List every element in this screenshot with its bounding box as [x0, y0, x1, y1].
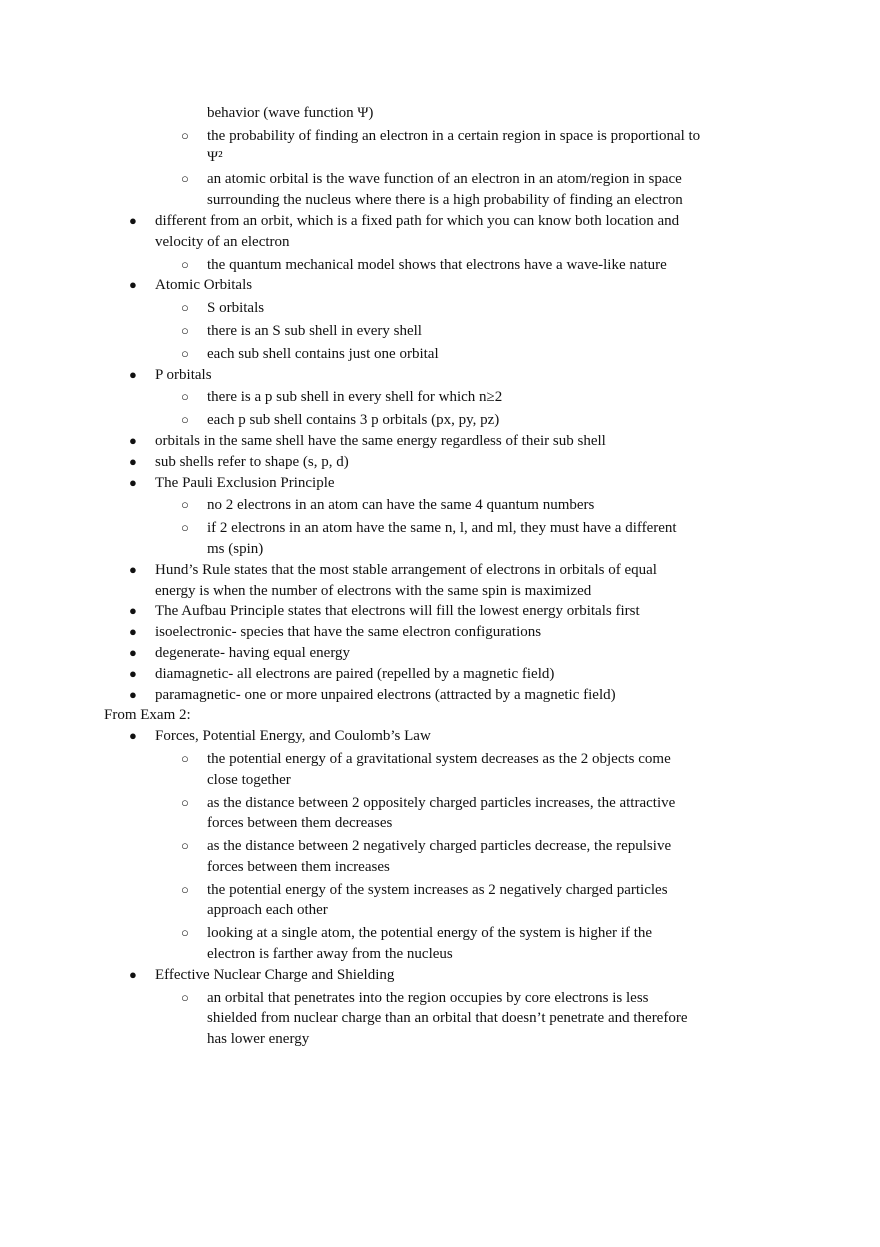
note-text: close together	[207, 771, 291, 788]
note-line	[104, 321, 744, 342]
note-text: forces between them decreases	[207, 815, 393, 832]
note-text: the potential energy of a gravitational system decreases as the 2 objects come	[207, 750, 671, 767]
note-line	[104, 923, 744, 944]
note-text: behavior (wave function Ψ)	[207, 105, 374, 121]
note-line	[104, 601, 744, 622]
note-text: the probability of finding an electron in a certain region in space is proportional to	[207, 127, 701, 144]
note-line	[104, 857, 744, 878]
bullet-hollow-icon: ○	[181, 925, 189, 941]
bullet-hollow-icon: ○	[181, 989, 189, 1005]
note-text: if 2 electrons in an atom have the same n, l, and ml, they must have a different	[207, 520, 677, 537]
note-text: approach each other	[207, 902, 328, 919]
note-text: different from an orbit, which is a fixed path for which you can know both location and	[155, 212, 680, 229]
bullet-filled-icon: ●	[129, 603, 137, 619]
note-line	[104, 232, 744, 253]
bullet-hollow-icon: ○	[181, 497, 189, 513]
note-line	[104, 539, 744, 560]
bullet-hollow-icon: ○	[181, 345, 189, 361]
note-line	[104, 344, 744, 365]
note-text: isoelectronic- species that have the same electron configurations	[155, 624, 542, 641]
note-line	[104, 1029, 744, 1050]
note-line	[104, 685, 744, 706]
note-text: The Pauli Exclusion Principle	[155, 474, 335, 491]
bullet-filled-icon: ●	[129, 366, 137, 382]
bullet-hollow-icon: ○	[181, 881, 189, 897]
note-line	[104, 365, 744, 386]
bullet-filled-icon: ●	[129, 728, 137, 744]
bullet-filled-icon: ●	[129, 624, 137, 640]
bullet-hollow-icon: ○	[181, 838, 189, 854]
note-line	[104, 190, 744, 211]
bullet-filled-icon: ●	[129, 474, 137, 490]
bullet-hollow-icon: ○	[181, 300, 189, 316]
bullet-hollow-icon: ○	[181, 171, 189, 187]
note-line	[104, 726, 744, 747]
bullet-filled-icon: ●	[129, 212, 137, 228]
note-text: sub shells refer to shape (s, p, d)	[155, 453, 349, 470]
note-line	[104, 622, 744, 643]
bullet-hollow-icon: ○	[181, 412, 189, 428]
note-text: ms (spin)	[207, 540, 264, 557]
bullet-filled-icon: ●	[129, 561, 137, 577]
notes-body	[104, 103, 744, 1050]
note-text: The Aufbau Principle states that electrons will fill the lowest energy orbitals first	[155, 603, 640, 620]
bullet-filled-icon: ●	[129, 665, 137, 681]
note-text: paramagnetic- one or more unpaired electrons (attracted by a magnetic field)	[155, 686, 616, 703]
note-line	[104, 793, 744, 814]
note-line	[104, 518, 744, 539]
bullet-hollow-icon: ○	[181, 127, 189, 143]
note-text: energy is when the number of electrons with the same spin is maximized	[155, 582, 592, 599]
note-line	[104, 410, 744, 431]
note-text: looking at a single atom, the potential energy of the system is higher if the	[207, 925, 653, 942]
note-text: From Exam 2:	[104, 707, 191, 724]
note-line	[104, 944, 744, 965]
note-text: velocity of an electron	[155, 233, 290, 250]
note-line	[104, 664, 744, 685]
bullet-hollow-icon: ○	[181, 520, 189, 536]
note-text: S orbitals	[207, 300, 265, 317]
note-line	[104, 965, 744, 986]
note-text: an atomic orbital is the wave function of an electron in an atom/region in space	[207, 171, 682, 188]
note-line	[104, 387, 744, 408]
note-line	[104, 988, 744, 1009]
note-text: electron is farther away from the nucleus	[207, 946, 453, 963]
note-text: forces between them increases	[207, 858, 390, 875]
note-text: Hund’s Rule states that the most stable arrangement of electrons in orbitals of equal	[155, 561, 657, 578]
note-text: the quantum mechanical model shows that electrons have a wave-like nature	[207, 256, 667, 273]
bullet-filled-icon: ●	[129, 277, 137, 293]
note-text: the potential energy of the system increases as 2 negatively charged particles	[207, 881, 668, 898]
bullet-filled-icon: ●	[129, 432, 137, 448]
note-text: surrounding the nucleus where there is a high probability of finding an electron	[207, 192, 683, 209]
note-text: each sub shell contains just one orbital	[207, 345, 439, 362]
bullet-hollow-icon: ○	[181, 322, 189, 338]
note-line	[104, 169, 744, 190]
note-line	[104, 749, 744, 770]
note-text: orbitals in the same shell have the same energy regardless of their sub shell	[155, 432, 606, 449]
note-line	[104, 900, 744, 921]
note-line	[104, 813, 744, 834]
note-line	[104, 560, 744, 581]
note-line	[104, 880, 744, 901]
note-line	[104, 211, 744, 232]
bullet-hollow-icon: ○	[181, 389, 189, 405]
note-text: there is an S sub shell in every shell	[207, 322, 422, 339]
bullet-hollow-icon: ○	[181, 256, 189, 272]
note-text: Ψ²	[207, 148, 223, 165]
note-text: each p sub shell contains 3 p orbitals (px, py, pz)	[207, 412, 500, 429]
bullet-hollow-icon: ○	[181, 750, 189, 766]
note-line	[104, 103, 744, 124]
note-line	[104, 1008, 744, 1029]
note-line	[104, 473, 744, 494]
note-line	[104, 275, 744, 296]
note-text: Effective Nuclear Charge and Shielding	[155, 966, 395, 983]
note-text: has lower energy	[207, 1031, 310, 1048]
note-line	[104, 452, 744, 473]
note-line	[104, 431, 744, 452]
note-line	[104, 495, 744, 516]
bullet-filled-icon: ●	[129, 453, 137, 469]
note-line	[104, 770, 744, 791]
note-line	[104, 581, 744, 602]
note-line	[104, 255, 744, 276]
note-text: there is a p sub shell in every shell for which n≥2	[207, 389, 503, 406]
note-text: an orbital that penetrates into the region occupies by core electrons is less	[207, 989, 649, 1006]
note-text: as the distance between 2 negatively charged particles decrease, the repulsive	[207, 838, 672, 855]
note-text: shielded from nuclear charge than an orbital that doesn’t penetrate and therefore	[207, 1010, 688, 1027]
note-line	[104, 643, 744, 664]
note-text: Forces, Potential Energy, and Coulomb’s Law	[155, 728, 431, 745]
section-heading	[104, 705, 744, 726]
bullet-filled-icon: ●	[129, 644, 137, 660]
note-text: Atomic Orbitals	[155, 277, 253, 294]
bullet-filled-icon: ●	[129, 966, 137, 982]
bullet-hollow-icon: ○	[181, 794, 189, 810]
note-line	[104, 298, 744, 319]
note-text: as the distance between 2 oppositely charged particles increases, the attractive	[207, 794, 676, 811]
note-line	[104, 836, 744, 857]
note-text: diamagnetic- all electrons are paired (repelled by a magnetic field)	[155, 665, 555, 682]
note-text: degenerate- having equal energy	[155, 644, 351, 661]
note-line	[104, 126, 744, 147]
note-text: no 2 electrons in an atom can have the same 4 quantum numbers	[207, 497, 595, 514]
bullet-filled-icon: ●	[129, 686, 137, 702]
note-text: P orbitals	[155, 366, 212, 383]
note-line	[104, 147, 744, 168]
